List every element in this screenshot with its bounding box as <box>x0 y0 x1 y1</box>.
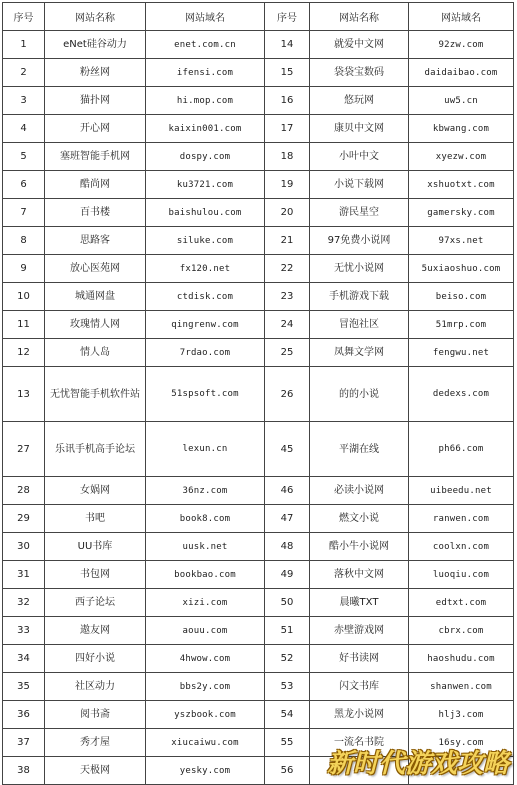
cell-name: 粉丝网 <box>45 59 146 87</box>
cell-domain: dospy.com <box>146 143 265 171</box>
cell-name: 社区动力 <box>45 673 146 701</box>
cell-name: eNet硅谷动力 <box>45 31 146 59</box>
cell-name: 手机游戏下载 <box>310 283 409 311</box>
table-row <box>3 255 514 283</box>
table-row <box>3 561 514 589</box>
cell-domain: siluke.com <box>146 227 265 255</box>
cell-domain: 51mrp.com <box>409 311 514 339</box>
cell-domain: baishulou.com <box>146 199 265 227</box>
table-row <box>3 339 514 367</box>
cell-domain: bbs2y.com <box>146 673 265 701</box>
cell-index: 6 <box>3 171 45 199</box>
cell-domain: enet.com.cn <box>146 31 265 59</box>
cell-domain: cbrx.com <box>409 617 514 645</box>
header-domain: 网站域名 <box>146 3 265 31</box>
cell-index: 46 <box>265 477 310 505</box>
table-row <box>3 477 514 505</box>
cell-index: 17 <box>265 115 310 143</box>
table-row <box>3 505 514 533</box>
table-row <box>3 533 514 561</box>
header-domain: 网站域名 <box>409 3 514 31</box>
cell-index: 51 <box>265 617 310 645</box>
cell-domain: ph66.com <box>409 422 514 477</box>
cell-index: 21 <box>265 227 310 255</box>
cell-name: 必读小说网 <box>310 477 409 505</box>
cell-domain: 97xs.net <box>409 227 514 255</box>
cell-index: 2 <box>3 59 45 87</box>
cell-name: 落秋中文网 <box>310 561 409 589</box>
cell-index: 25 <box>265 339 310 367</box>
table-row <box>3 367 514 422</box>
cell-index: 4 <box>3 115 45 143</box>
table-row <box>3 283 514 311</box>
cell-index: 1 <box>3 31 45 59</box>
table-row <box>3 757 514 785</box>
cell-name: 书包网 <box>45 561 146 589</box>
cell-index: 33 <box>3 617 45 645</box>
cell-name: 悠玩网 <box>310 87 409 115</box>
cell-domain: kaixin001.com <box>146 115 265 143</box>
cell-domain: xshuotxt.com <box>409 171 514 199</box>
cell-name: 小说下载网 <box>310 171 409 199</box>
table-row <box>3 115 514 143</box>
table-row <box>3 701 514 729</box>
cell-index: 26 <box>265 367 310 422</box>
cell-index: 8 <box>3 227 45 255</box>
cell-name: 好书读网 <box>310 645 409 673</box>
cell-domain: ctdisk.com <box>146 283 265 311</box>
cell-index: 49 <box>265 561 310 589</box>
table-row <box>3 227 514 255</box>
cell-index: 36 <box>3 701 45 729</box>
cell-index: 19 <box>265 171 310 199</box>
cell-index: 24 <box>265 311 310 339</box>
cell-index: 3 <box>3 87 45 115</box>
cell-index: 22 <box>265 255 310 283</box>
cell-name: 晨曦TXT <box>310 589 409 617</box>
cell-domain: 7rdao.com <box>146 339 265 367</box>
cell-name: 玫瑰情人网 <box>45 311 146 339</box>
cell-index: 30 <box>3 533 45 561</box>
cell-index: 18 <box>265 143 310 171</box>
table-row <box>3 645 514 673</box>
cell-index: 29 <box>3 505 45 533</box>
cell-index: 38 <box>3 757 45 785</box>
cell-domain: fengwu.net <box>409 339 514 367</box>
cell-name: 女娲网 <box>45 477 146 505</box>
cell-index: 31 <box>3 561 45 589</box>
cell-domain: 16sy.com <box>409 729 514 757</box>
cell-domain: xyezw.com <box>409 143 514 171</box>
cell-index: 55 <box>265 729 310 757</box>
cell-index: 27 <box>3 422 45 477</box>
cell-domain: ranwen.com <box>409 505 514 533</box>
table-row <box>3 199 514 227</box>
cell-domain: uusk.net <box>146 533 265 561</box>
cell-index: 28 <box>3 477 45 505</box>
cell-domain: hi.mop.com <box>146 87 265 115</box>
cell-index: 32 <box>3 589 45 617</box>
cell-domain: gamersky.com <box>409 199 514 227</box>
cell-name: 猫扑网 <box>45 87 146 115</box>
cell-name: 康贝中文网 <box>310 115 409 143</box>
cell-domain: ku3721.com <box>146 171 265 199</box>
cell-domain: xiucaiwu.com <box>146 729 265 757</box>
cell-name: 无忧智能手机软件站 <box>45 367 146 422</box>
cell-index: 10 <box>3 283 45 311</box>
table-row <box>3 171 514 199</box>
cell-domain: 36nz.com <box>146 477 265 505</box>
cell-domain: aouu.com <box>146 617 265 645</box>
header-index: 序号 <box>265 3 310 31</box>
cell-name: 袋袋宝数码 <box>310 59 409 87</box>
cell-domain: 4hwow.com <box>146 645 265 673</box>
cell-index: 9 <box>3 255 45 283</box>
cell-name: 城通网盘 <box>45 283 146 311</box>
cell-domain: 92zw.com <box>409 31 514 59</box>
cell-name: 平湖在线 <box>310 422 409 477</box>
cell-domain: hlj3.com <box>409 701 514 729</box>
cell-domain: haoshudu.com <box>409 645 514 673</box>
table-row <box>3 143 514 171</box>
cell-index: 23 <box>265 283 310 311</box>
cell-index: 7 <box>3 199 45 227</box>
cell-domain: 5uxiaoshuo.com <box>409 255 514 283</box>
cell-index: 5 <box>3 143 45 171</box>
cell-name: 情人岛 <box>45 339 146 367</box>
cell-domain: yszbook.com <box>146 701 265 729</box>
cell-domain: daidaibao.com <box>409 59 514 87</box>
cell-index: 12 <box>3 339 45 367</box>
cell-index: 15 <box>265 59 310 87</box>
cell-name: 凤舞文学网 <box>310 339 409 367</box>
cell-name: 就爱中文网 <box>310 31 409 59</box>
cell-index: 50 <box>265 589 310 617</box>
cell-index: 47 <box>265 505 310 533</box>
header-site-name: 网站名称 <box>45 3 146 31</box>
cell-index: 37 <box>3 729 45 757</box>
cell-domain: fx120.net <box>146 255 265 283</box>
cell-index: 45 <box>265 422 310 477</box>
cell-name: 开心网 <box>45 115 146 143</box>
header-row <box>3 3 514 31</box>
cell-domain: qingrenw.com <box>146 311 265 339</box>
cell-domain: xizi.com <box>146 589 265 617</box>
cell-domain: edtxt.com <box>409 589 514 617</box>
cell-name: 赤壁游戏网 <box>310 617 409 645</box>
header-site-name: 网站名称 <box>310 3 409 31</box>
cell-index: 11 <box>3 311 45 339</box>
cell-domain: shanwen.com <box>409 673 514 701</box>
table-row <box>3 311 514 339</box>
table-row <box>3 673 514 701</box>
cell-name: 黑龙小说网 <box>310 701 409 729</box>
cell-index: 52 <box>265 645 310 673</box>
cell-domain: uibeedu.net <box>409 477 514 505</box>
cell-domain: coolxn.com <box>409 533 514 561</box>
cell-index: 56 <box>265 757 310 785</box>
cell-name: 秀才屋 <box>45 729 146 757</box>
cell-name: 塞班智能手机网 <box>45 143 146 171</box>
cell-index: 35 <box>3 673 45 701</box>
cell-name: 阅书斋 <box>45 701 146 729</box>
cell-name: 小叶中文 <box>310 143 409 171</box>
cell-name: 一流名书院 <box>310 729 409 757</box>
table-row <box>3 729 514 757</box>
cell-name: 的的小说 <box>310 367 409 422</box>
table-row <box>3 617 514 645</box>
cell-domain: dedexs.com <box>409 367 514 422</box>
cell-name: 燃文小说 <box>310 505 409 533</box>
cell-name: 遨友网 <box>45 617 146 645</box>
cell-index: 16 <box>265 87 310 115</box>
cell-name <box>310 757 409 785</box>
cell-domain <box>409 757 514 785</box>
cell-index: 34 <box>3 645 45 673</box>
website-table <box>2 2 514 785</box>
cell-index: 20 <box>265 199 310 227</box>
cell-name: 西子论坛 <box>45 589 146 617</box>
cell-name: 游民星空 <box>310 199 409 227</box>
cell-name: 酷小牛小说网 <box>310 533 409 561</box>
cell-name: 无忧小说网 <box>310 255 409 283</box>
cell-name: 书吧 <box>45 505 146 533</box>
cell-name: 天极网 <box>45 757 146 785</box>
table-row <box>3 31 514 59</box>
table-row <box>3 59 514 87</box>
cell-index: 54 <box>265 701 310 729</box>
cell-domain: ifensi.com <box>146 59 265 87</box>
table-row <box>3 87 514 115</box>
cell-domain: 51spsoft.com <box>146 367 265 422</box>
cell-name: UU书库 <box>45 533 146 561</box>
cell-index: 53 <box>265 673 310 701</box>
cell-name: 冒泡社区 <box>310 311 409 339</box>
cell-domain: lexun.cn <box>146 422 265 477</box>
watermark-logo: 新时代游戏攻略 <box>326 749 509 779</box>
cell-name: 酷尚网 <box>45 171 146 199</box>
cell-name: 放心医苑网 <box>45 255 146 283</box>
cell-domain: bookbao.com <box>146 561 265 589</box>
cell-domain: uw5.cn <box>409 87 514 115</box>
cell-name: 思路客 <box>45 227 146 255</box>
cell-domain: kbwang.com <box>409 115 514 143</box>
cell-index: 14 <box>265 31 310 59</box>
cell-index: 13 <box>3 367 45 422</box>
cell-name: 闪文书库 <box>310 673 409 701</box>
table-row <box>3 589 514 617</box>
cell-domain: luoqiu.com <box>409 561 514 589</box>
header-index: 序号 <box>3 3 45 31</box>
cell-name: 四好小说 <box>45 645 146 673</box>
cell-domain: book8.com <box>146 505 265 533</box>
cell-domain: yesky.com <box>146 757 265 785</box>
cell-name: 97免费小说网 <box>310 227 409 255</box>
cell-name: 百书楼 <box>45 199 146 227</box>
cell-index: 48 <box>265 533 310 561</box>
cell-name: 乐讯手机高手论坛 <box>45 422 146 477</box>
table-row <box>3 422 514 477</box>
cell-domain: beiso.com <box>409 283 514 311</box>
